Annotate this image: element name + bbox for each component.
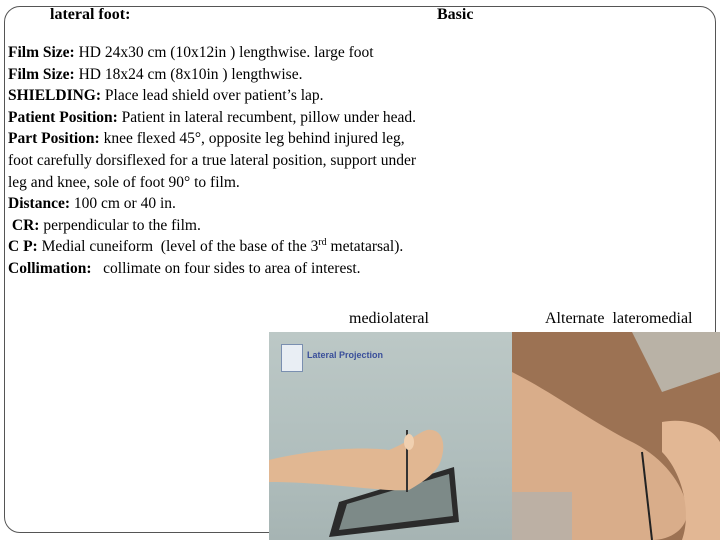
line-text: foot carefully dorsiflexed for a true lateral position, support under	[8, 151, 417, 169]
lateromedial-photo	[512, 332, 720, 540]
mediolateral-photo	[269, 332, 512, 540]
line-text: leg and knee, sole of foot 90° to film.	[8, 173, 240, 191]
line-text: collimate on four sides to area of interest.	[91, 259, 361, 277]
line-label: Film Size:	[8, 44, 75, 61]
line-text: knee flexed 45°, opposite leg behind injured leg,	[99, 130, 405, 148]
line-text: HD 18x24 cm (8x10in ) lengthwise.	[74, 65, 303, 83]
line-text: Medial cuneiform (level of the base of the 3	[37, 238, 319, 256]
line-label: Film Size:	[8, 65, 75, 83]
line-text-end: metatarsal).	[326, 238, 404, 256]
slide-title: lateral foot:	[50, 6, 131, 23]
line-label: Part Position:	[8, 130, 100, 148]
part-position-line	[8, 128, 488, 150]
foot-shape	[269, 430, 443, 490]
line-text: Place lead shield over patient’s lap.	[101, 87, 324, 105]
logo-text: Lateral Projection	[307, 350, 384, 360]
cp-line	[8, 236, 488, 258]
film-size-small-line	[8, 64, 488, 86]
toes-shape	[404, 434, 414, 450]
line-label: C P:	[8, 238, 38, 256]
collimation-line	[8, 258, 488, 280]
film-size-large-line	[8, 42, 488, 64]
cr-line	[8, 215, 488, 237]
part-position-line-3	[8, 172, 488, 194]
line-label: Patient Position:	[8, 108, 118, 126]
film-surface	[512, 492, 572, 540]
distance-line	[8, 193, 488, 215]
line-text: HD 24x30 cm (10x12in ) lengthwise. large foot	[74, 44, 374, 61]
line-text: 100 cm or 40 in.	[70, 195, 176, 213]
line-label: SHIELDING:	[8, 87, 102, 105]
shielding-line	[8, 85, 488, 107]
line-label: Collimation:	[8, 259, 92, 277]
caption-mediolateral: mediolateral	[349, 310, 429, 327]
ordinal-suffix: rd	[318, 237, 327, 249]
line-text: perpendicular to the film.	[39, 216, 201, 234]
basic-tag: Basic	[437, 6, 474, 23]
part-position-line-2	[8, 150, 488, 172]
line-text: Patient in lateral recumbent, pillow under head.	[117, 108, 417, 126]
instructions-text	[8, 42, 488, 280]
caption-lateromedial: Alternate lateromedial	[545, 310, 693, 327]
line-label: Distance:	[8, 195, 70, 213]
patient-position-line	[8, 107, 488, 129]
line-label: CR:	[8, 216, 40, 234]
mediolateral-illustration	[269, 332, 512, 540]
lateromedial-illustration	[512, 332, 720, 540]
